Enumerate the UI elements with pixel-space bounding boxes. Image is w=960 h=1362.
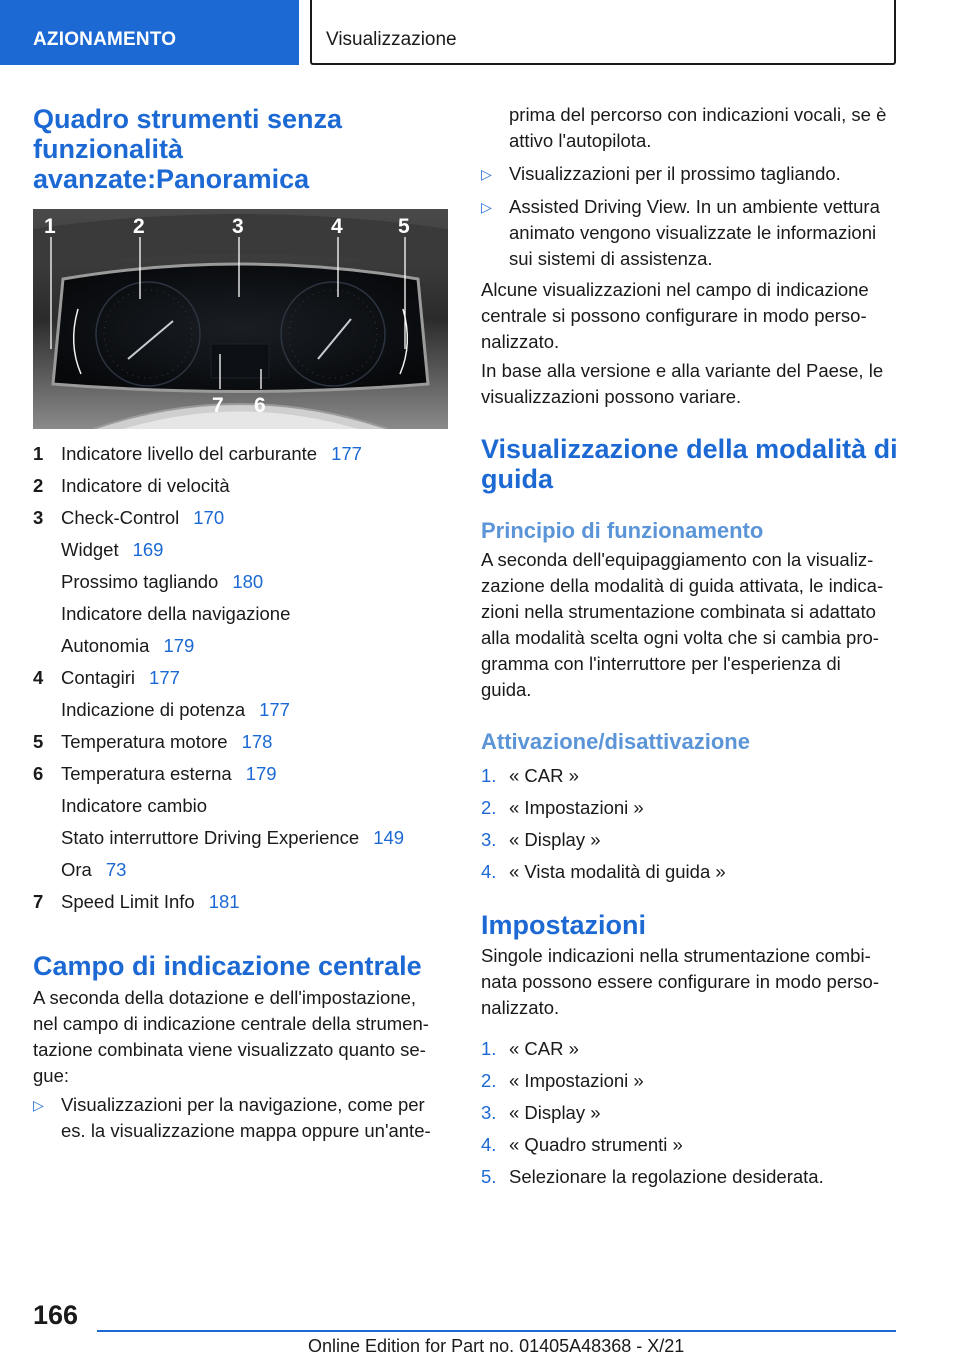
paragraph-line: alla modalità scelta ogni volta che si cambia pro- (481, 627, 879, 648)
legend-number: 3 (33, 507, 44, 528)
paragraph-line: visualizzazioni possono variare. (481, 386, 742, 407)
callout-1: 1 (44, 215, 56, 238)
step-text: « CAR » (509, 1038, 579, 1059)
section-title-line: Quadro strumenti senza (33, 104, 343, 134)
bullet-continuation (509, 102, 899, 154)
legend-label: Temperatura esterna (61, 763, 232, 784)
triangle-bullet-icon: ▷ (481, 199, 492, 215)
legend-label: Indicatore di velocità (61, 475, 230, 496)
paragraph-line: nel campo di indicazione centrale della strumen- (33, 1013, 429, 1034)
legend-text (61, 537, 163, 563)
page-reference-link[interactable]: 179 (245, 763, 277, 784)
paragraph-line: nalizzato. (481, 997, 560, 1018)
legend-label: Indicatore livello del carburante (61, 443, 318, 464)
page-reference-link[interactable]: 177 (259, 699, 290, 720)
section-title-line: funzionalità (33, 134, 183, 164)
page-reference-link[interactable]: 177 (331, 443, 362, 464)
bullet-line: prima del percorso con indicazioni vocali, se è (509, 104, 887, 125)
legend-label: Indicatore della navigazione (61, 603, 291, 624)
paragraph-line: In base alla versione e alla variante del Paese, le (481, 360, 884, 381)
legend-label: Widget (61, 539, 119, 560)
step-text: « Impostazioni » (509, 1070, 644, 1091)
legend-label: Ora (61, 859, 92, 880)
legend-text (61, 505, 224, 531)
page-reference-link[interactable]: 170 (193, 507, 225, 528)
chapter-tab (310, 0, 896, 65)
legend-number: 6 (33, 763, 44, 784)
variant-paragraph (481, 358, 896, 410)
paragraph-line: tazione combinata viene visualizzato quanto se- (33, 1039, 426, 1060)
paragraph-line: A seconda dell'equipaggiamento con la visualiz- (481, 549, 874, 570)
legend-label: Indicatore cambio (61, 795, 208, 816)
principle-paragraph (481, 547, 896, 703)
step-text: « Quadro strumenti » (509, 1134, 683, 1155)
triangle-bullet-icon: ▷ (33, 1097, 44, 1113)
paragraph-line: Singole indicazioni nella strumentazione combi- (481, 945, 871, 966)
page-number: 166 (33, 1300, 79, 1330)
legend-number: 5 (33, 731, 44, 752)
paragraph-line: zazione della modalità di guida attivata, le indica- (481, 575, 884, 596)
title-line: Visualizzazione della modalità di (481, 434, 898, 464)
driving-mode-title (481, 434, 898, 494)
legend-label: Prossimo tagliando (61, 571, 219, 592)
page-reference-link[interactable]: 178 (241, 731, 273, 752)
step-text: « Impostazioni » (509, 797, 644, 818)
section-label: AZIONAMENTO (33, 29, 177, 50)
page-reference-link[interactable]: 180 (232, 571, 264, 592)
legend-number: 2 (33, 475, 44, 496)
page-reference-link[interactable]: 181 (208, 891, 240, 912)
legend-number: 7 (33, 891, 44, 912)
settings-title: Impostazioni (481, 910, 647, 940)
legend-text (61, 473, 230, 499)
legend-number: 1 (33, 443, 44, 464)
central-field-title: Campo di indicazione centrale (33, 951, 422, 981)
footer-rule (97, 1330, 896, 1332)
triangle-bullet-icon: ▷ (481, 166, 492, 182)
bullet-line: animato vengono visualizzate le informazioni (509, 222, 877, 243)
legend-text (61, 857, 126, 883)
paragraph-line: Alcune visualizzazioni nel campo di indicazione (481, 279, 869, 300)
activation-steps (481, 763, 896, 893)
legend-text (61, 697, 290, 723)
paragraph-line: A seconda della dotazione e dell'impostazione, (33, 987, 417, 1008)
step-number: 3. (481, 1102, 497, 1123)
section-tab (0, 0, 299, 65)
section-title (33, 104, 342, 194)
bullet-line: sui sistemi di assistenza. (509, 248, 713, 269)
page-reference-link[interactable]: 169 (132, 539, 164, 560)
page-reference-link[interactable]: 73 (105, 859, 127, 880)
legend-label: Speed Limit Info (61, 891, 195, 912)
legend-text (61, 889, 240, 915)
instrument-cluster-image (33, 209, 448, 429)
bullet-line: Visualizzazioni per il prossimo tagliando. (509, 163, 841, 184)
legend-text (61, 665, 180, 691)
step-text: Selezionare la regolazione desiderata. (509, 1166, 824, 1187)
central-field-paragraph (33, 985, 448, 1089)
settings-paragraph (481, 943, 896, 1021)
bullet-line: attivo l'autopilota. (509, 130, 652, 151)
step-text: « Display » (509, 829, 601, 850)
settings-steps (481, 1036, 896, 1201)
callout-7: 7 (212, 394, 224, 417)
step-number: 3. (481, 829, 497, 850)
bullet-line: Visualizzazioni per la navigazione, come per (61, 1094, 425, 1115)
paragraph-line: gramma con l'interruttore per l'esperienza di (481, 653, 841, 674)
callout-4: 4 (331, 215, 343, 238)
paragraph-line: guida. (481, 679, 532, 700)
step-number: 1. (481, 1038, 497, 1059)
paragraph-line: centrale si possono configurare in modo perso- (481, 305, 867, 326)
legend-list (33, 441, 448, 911)
callout-3: 3 (232, 215, 244, 238)
edition-note: Online Edition for Part no. 01405A48368 - X/21 (308, 1336, 685, 1356)
step-text: « Display » (509, 1102, 601, 1123)
legend-text (61, 601, 290, 627)
section-title-line: avanzate:Panoramica (33, 164, 310, 194)
bullet-line: es. la visualizzazione mappa oppure un'ante- (61, 1120, 431, 1141)
step-text: « CAR » (509, 765, 579, 786)
step-number: 2. (481, 797, 497, 818)
step-number: 4. (481, 861, 497, 882)
legend-text (61, 441, 362, 467)
callout-6: 6 (254, 394, 266, 417)
callout-2: 2 (133, 215, 145, 238)
legend-text (61, 825, 404, 851)
step-text: « Vista modalità di guida » (509, 861, 726, 882)
paragraph-line: nata possono essere configurare in modo perso- (481, 971, 879, 992)
legend-text (61, 761, 277, 787)
step-number: 1. (481, 765, 497, 786)
page-reference-link[interactable]: 179 (163, 635, 195, 656)
legend-text (61, 569, 263, 595)
step-number: 2. (481, 1070, 497, 1091)
activation-title: Attivazione/disattivazione (481, 729, 750, 754)
chapter-label: Visualizzazione (326, 29, 457, 50)
legend-number: 4 (33, 667, 44, 688)
legend-label: Indicazione di potenza (61, 699, 246, 720)
legend-label: Stato interruttore Driving Experience (61, 827, 360, 848)
callout-5: 5 (398, 215, 410, 238)
legend-label: Temperatura motore (61, 731, 228, 752)
legend-text (61, 633, 194, 659)
legend-label: Contagiri (61, 667, 136, 688)
legend-text (61, 729, 272, 755)
bullet-line: Assisted Driving View. In un ambiente vettura (509, 196, 880, 217)
principle-title: Principio di funzionamento (481, 518, 764, 543)
configurable-paragraph (481, 277, 896, 355)
page-reference-link[interactable]: 177 (149, 667, 180, 688)
page-reference-link[interactable]: 149 (373, 827, 405, 848)
step-number: 4. (481, 1134, 497, 1155)
paragraph-line: zioni nella strumentazione combinata si adattato (481, 601, 876, 622)
step-number: 5. (481, 1166, 497, 1187)
legend-label: Autonomia (61, 635, 150, 656)
paragraph-line: gue: (33, 1065, 70, 1086)
legend-label: Check-Control (61, 507, 180, 528)
paragraph-line: nalizzato. (481, 331, 560, 352)
legend-text (61, 793, 207, 819)
title-line: guida (481, 464, 553, 494)
